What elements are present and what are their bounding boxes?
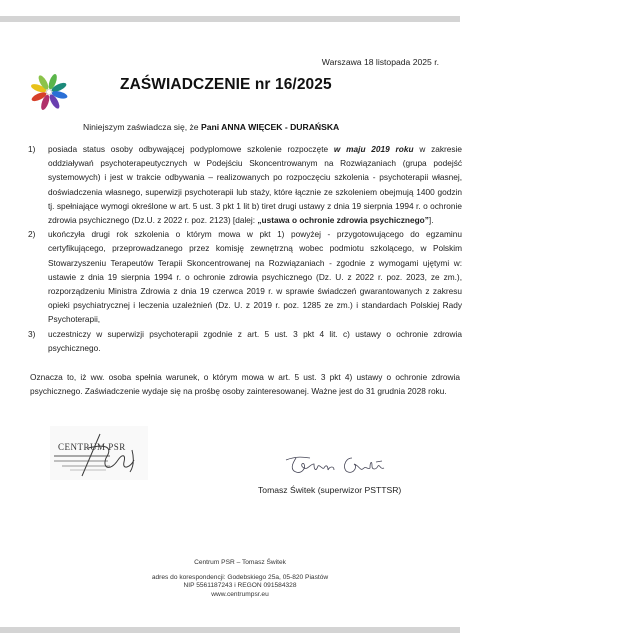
- footer-company: Centrum PSR – Tomasz Świtek: [194, 559, 286, 566]
- page-bottom-edge: [0, 627, 460, 633]
- footer-contact: [100, 574, 380, 599]
- footer-tax-ids: NIP 5561187243 i REGON 091584328: [183, 582, 297, 590]
- intro-line: [83, 122, 339, 132]
- point-text: w zakresie oddziaływań psychoterapeutycznych w Podejściu Skoncentrowanym na Rozwiązaniach (grupa podejść systemowych) i jest w trakcie odbywania – realizowanych po rozpoczęciu szkolenia - psychoterapii własnej, doświadczenia własnego, superwizji psychoterapii lub staży, które łącznie ze szkoleniem obejmują 1400 godzin tj. spełniające wymogi określone w art. 5 ust. 3 pkt 1 lit b) tiret drugi ustawy z dnia 19 sierpnia 1994 r. o ochronie zdrowia psychicznego (Dz.U. z 2022 r. poz. 2123) [dalej:: [48, 144, 462, 226]
- company-stamp-icon: [48, 424, 152, 484]
- footer-website-link[interactable]: www.centrumpsr.eu: [211, 590, 269, 598]
- point-number: 3): [28, 328, 36, 339]
- closing-paragraph: Oznacza to, iż ww. osoba spełnia warunek, o którym mowa w art. 5 ust. 3 pkt 4) ustawy o ochronie zdrowia psychicznego. Zaświadczenie wydaje się na prośbę osoby zainteresowanej. Ważne jest do 31 grudnia 2028 roku.: [30, 372, 460, 397]
- signature-icon: [280, 450, 390, 480]
- svg-text:CENTRUM PSR: CENTRUM PSR: [58, 442, 126, 452]
- flower-logo-icon: [27, 70, 71, 114]
- footer-address: adres do korespondencji: Godebskiego 25a, 05-820 Piastów: [151, 574, 329, 581]
- point-item: [28, 227, 462, 326]
- point-item: [28, 142, 462, 227]
- start-date-emphasis: w maju 2019 roku: [333, 144, 414, 154]
- point-text: ukończyła drugi rok szkolenia o którym mowa w pkt 1) powyżej - przygotowującego do egzaminu certyfikującego, przeprowadzanego przez komisję zewnętrzną wobec podmiotu szkolącego, w Polskim Stowarzyszeniu Terapeutów Terapii Skoncentrowanej na Rozwiązaniach - zgodnie z wymogami ujętymi w: ustawie z dnia 19 sierpnia 1994 r. o ochronie zdrowia psychicznego (Dz. U. z 2022 r. poz. 2023, ze zm.), rozporządzeniu Ministra Zdrowia z dnia 19 czerwca 2019 r. w sprawie świadczeń gwarantowanych z zakresu opieki psychiatrycznej i leczenia uzależnień (Dz. U. z 2019 r. poz. 1285 ze zm.) i standardach Polskiej Rady Psychoterapii,: [48, 229, 462, 325]
- point-number: 1): [28, 144, 36, 154]
- point-item: [28, 327, 462, 355]
- point-text: ].: [428, 215, 434, 226]
- intro-prefix: Niniejszym zaświadcza się, że: [83, 122, 201, 132]
- act-short-name: „ustawa o ochronie zdrowia psychicznego”: [257, 215, 429, 226]
- certificate-title: ZAŚWIADCZENIE nr 16/2025: [120, 76, 332, 93]
- signer-name: Tomasz Świtek (superwizor PSTTSR): [258, 485, 402, 495]
- recipient-name: Pani ANNA WIĘCEK - DURAŃSKA: [200, 122, 340, 132]
- certificate-points: [28, 142, 462, 355]
- point-text: uczestniczy w superwizji psychoterapii zgodnie z art. 5 ust. 3 pkt 4 lit. c) ustawy o ochronie zdrowia psychicznego.: [48, 328, 462, 353]
- document-date: Warszawa 18 listopada 2025 r.: [321, 57, 439, 67]
- point-text: posiada status osoby odbywającej podyplomowe szkolenie rozpoczęte: [48, 144, 334, 154]
- point-number: 2): [28, 229, 36, 240]
